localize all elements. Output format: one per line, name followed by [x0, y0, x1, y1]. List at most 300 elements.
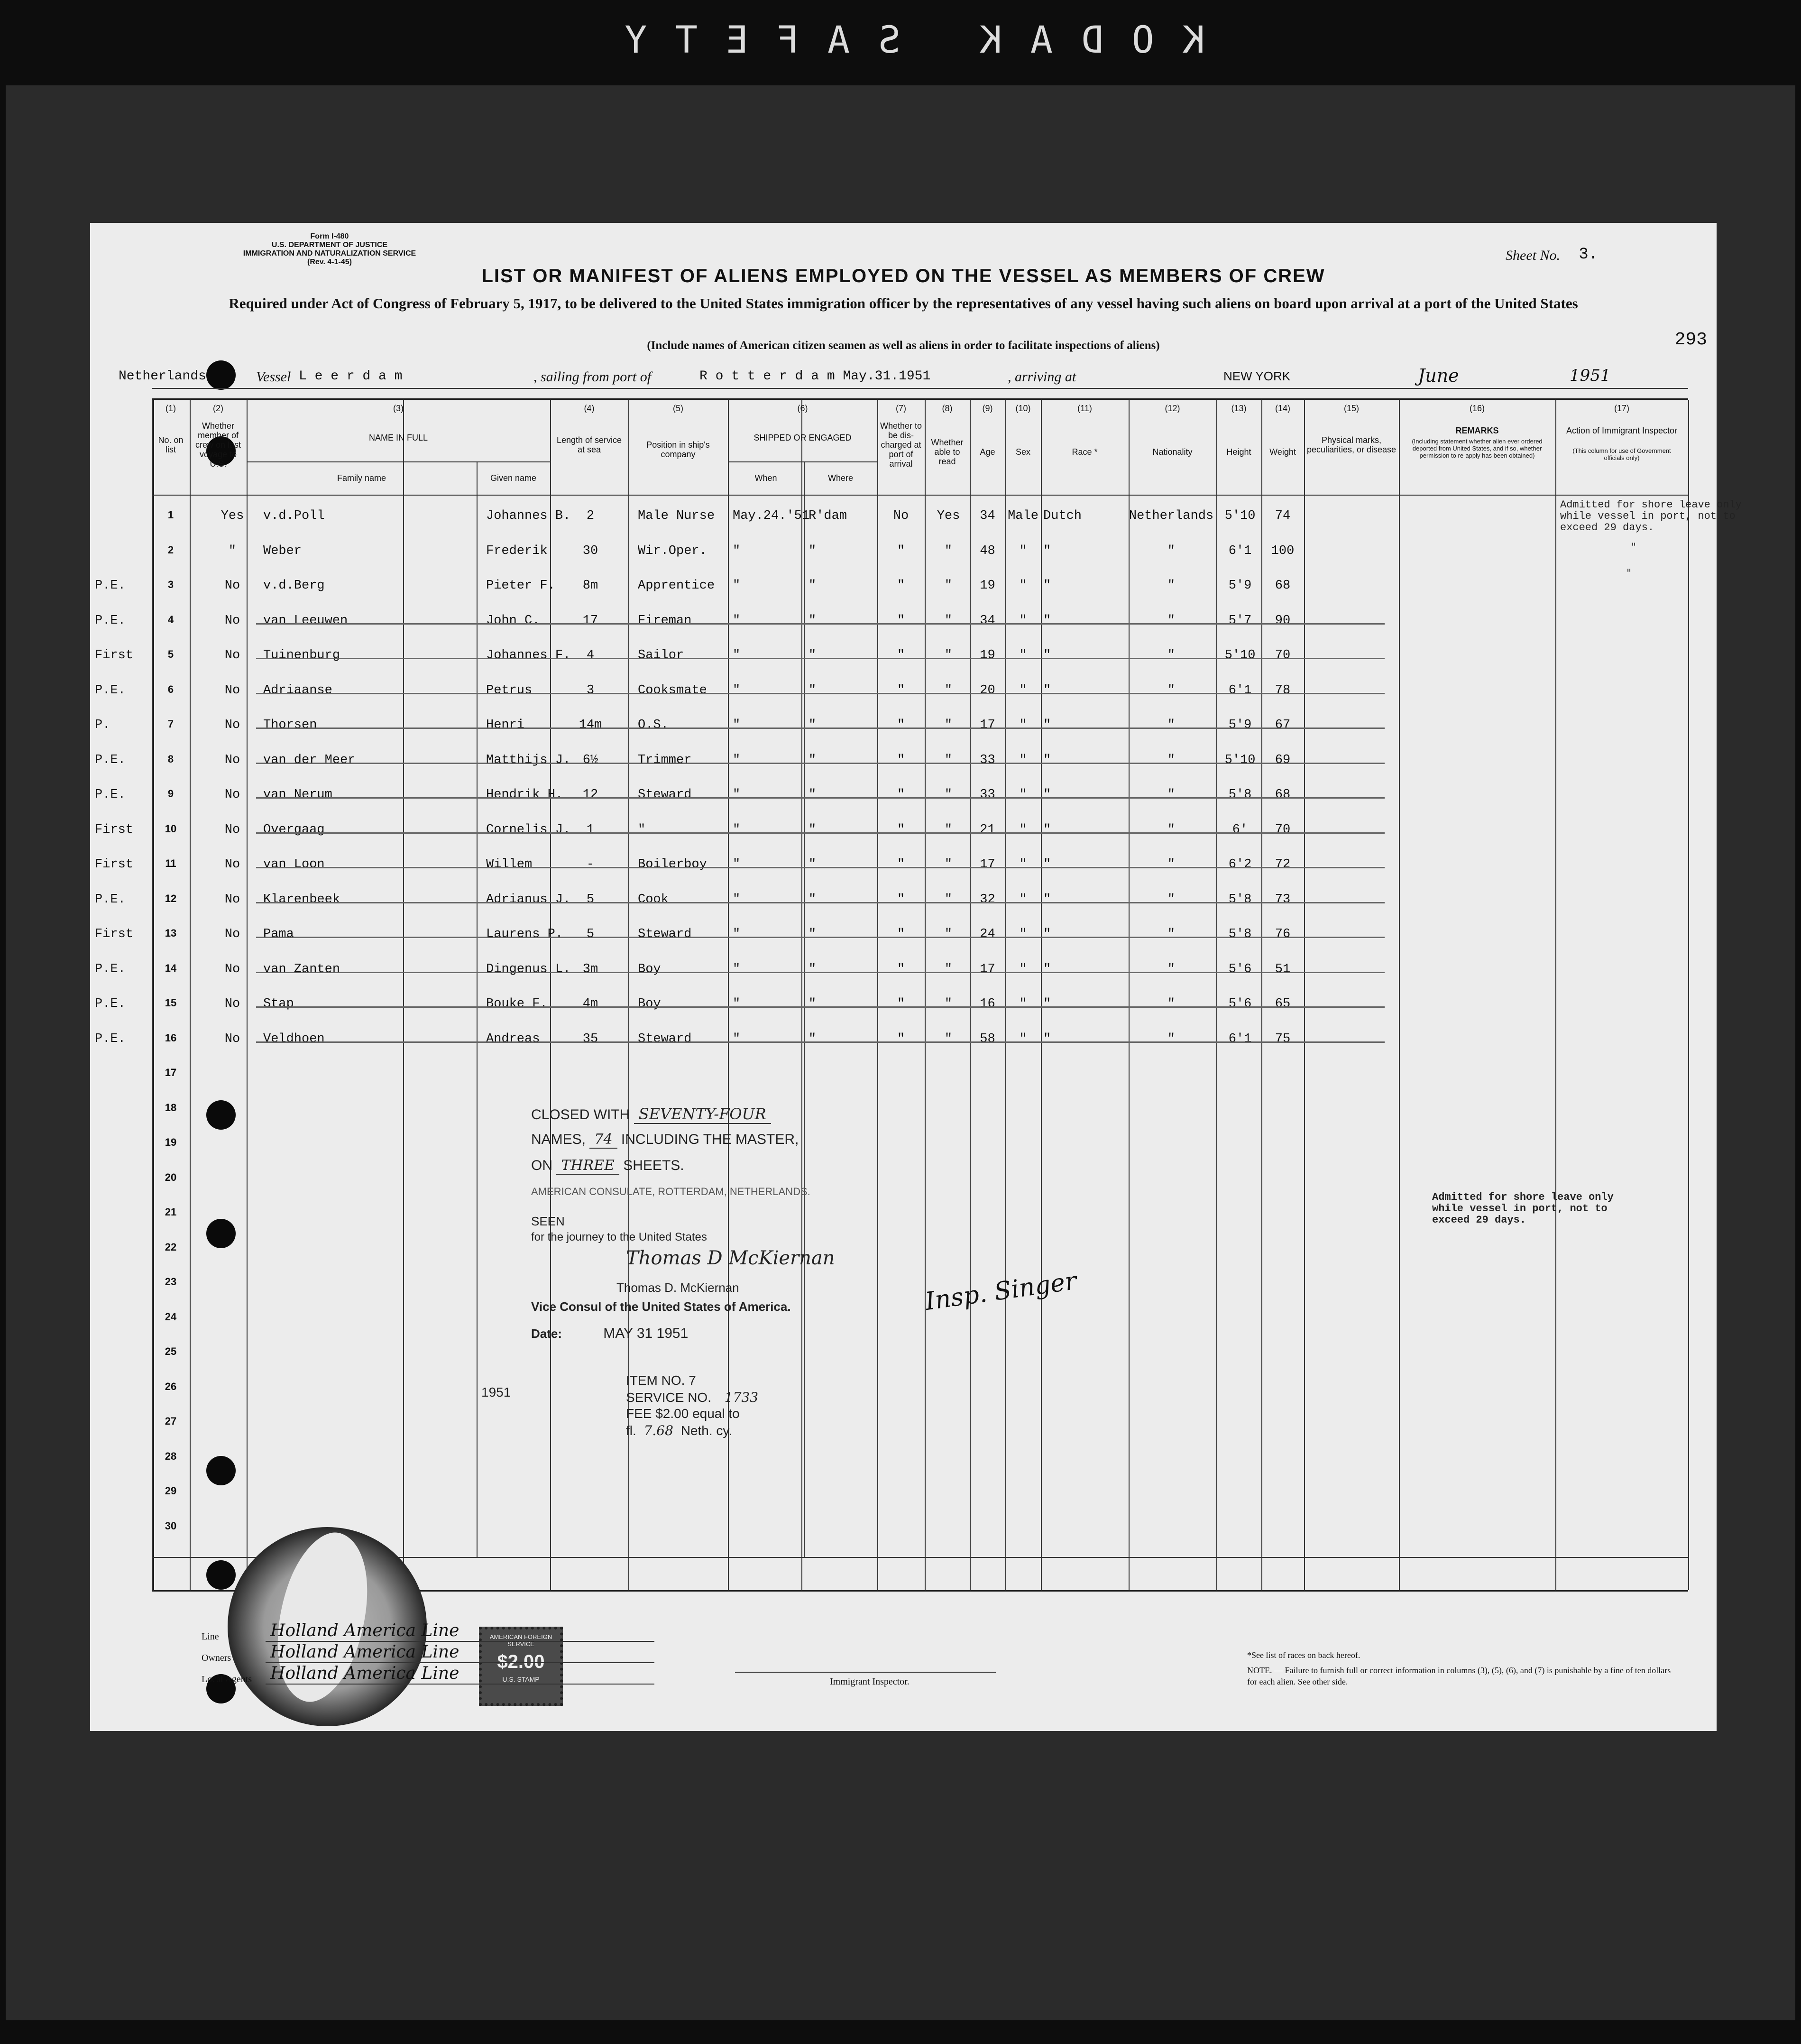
row-number: 12: [165, 892, 177, 904]
row-margin-note: P.E.: [95, 1031, 126, 1046]
row-discharge: ": [897, 648, 905, 663]
row-family-name: van Leeuwen: [263, 613, 348, 628]
row-race: ": [1043, 822, 1051, 837]
row-discharge: ": [897, 613, 905, 628]
col-3-family-label: Family name: [337, 473, 386, 483]
stamp-year: 1951: [481, 1385, 511, 1399]
row-shipped-when: ": [733, 788, 741, 802]
arriving-label: , arriving at: [1008, 369, 1076, 385]
row-crew-status: No: [224, 822, 240, 837]
row-weight: 78: [1275, 683, 1291, 698]
row-race: ": [1043, 997, 1051, 1011]
col-7-number: (7): [896, 404, 906, 413]
row-margin-note: P.E.: [95, 962, 126, 976]
row-service-length: 3m: [582, 962, 598, 976]
row-crew-status: No: [224, 788, 240, 802]
col-16-sublabel: (Including statement whether alien ever ordered deported from United States, and if so, whether permission to re-apply has been obtained): [1412, 438, 1543, 459]
row-number: 2: [167, 543, 174, 556]
row-race: ": [1043, 788, 1051, 802]
row-given-name: Pieter F.: [486, 579, 555, 593]
row-family-name: van Loon: [263, 857, 325, 872]
row-service-length: -: [586, 857, 595, 872]
row-sex: ": [1019, 543, 1027, 558]
row-shipped-where: ": [809, 788, 817, 802]
row-number: 4: [167, 613, 174, 626]
row-shipped-where: ": [809, 857, 817, 872]
row-nationality: ": [1167, 997, 1176, 1011]
row-number: 24: [165, 1310, 177, 1323]
row-position: Wir.Oper.: [638, 543, 707, 558]
row-race: ": [1043, 683, 1051, 698]
consul-title: Vice Consul of the United States of America.: [531, 1299, 791, 1314]
row-crew-status: No: [224, 683, 240, 698]
including-master: INCLUDING THE MASTER,: [621, 1132, 799, 1147]
row-shipped-when: ": [733, 648, 741, 663]
row-height: 5'10: [1224, 509, 1256, 523]
col-15-number: (15): [1343, 404, 1359, 413]
row-position: ": [638, 822, 646, 837]
row-discharge: ": [897, 962, 905, 976]
row-weight: 68: [1275, 579, 1291, 593]
row-family-name: v.d.Poll: [263, 509, 325, 523]
form-subtitle: Required under Act of Congress of February 5, 1917, to be delivered to the United States immigration officer by the representatives of any vessel having such aliens on board upon arrival at a port of the United States: [229, 295, 1578, 312]
row-age: 58: [980, 1031, 995, 1046]
col-3-label: NAME IN FULL: [368, 433, 428, 442]
row-service-length: 2: [586, 509, 595, 523]
row-shipped-where: ": [809, 579, 817, 593]
row-shipped-when: ": [733, 927, 741, 941]
row-race: ": [1043, 543, 1051, 558]
row-weight: 74: [1275, 509, 1291, 523]
column-divider: [801, 400, 802, 1590]
service-number-label: SERVICE NO.: [626, 1390, 711, 1405]
col-2-number: (2): [213, 404, 223, 413]
row-nationality: ": [1167, 822, 1176, 837]
currency: Neth. cy.: [680, 1423, 733, 1438]
row-crew-status: No: [224, 753, 240, 767]
col-3-given-label: Given name: [490, 473, 537, 483]
row-able-to-read: ": [944, 962, 953, 976]
row-position: Male Nurse: [638, 509, 715, 523]
col-2-label: Whether member of crew on last voyage to U.S.: [195, 421, 241, 469]
row-strikethrough: [256, 658, 1385, 659]
agents-underline: [266, 1684, 654, 1685]
row-strikethrough: [256, 1006, 1385, 1008]
col-4-number: (4): [584, 404, 595, 413]
row-race: ": [1043, 962, 1051, 976]
row-race: ": [1043, 648, 1051, 663]
row-shipped-where: ": [809, 543, 817, 558]
row-height: 5'10: [1224, 648, 1256, 663]
race-note: *See list of races on back hereof.: [1247, 1650, 1360, 1660]
row-family-name: Thorsen: [263, 718, 317, 732]
row-nationality: ": [1167, 788, 1176, 802]
row-height: 5'6: [1228, 962, 1252, 976]
row-discharge: ": [897, 997, 905, 1011]
row-weight: 65: [1275, 997, 1291, 1011]
row-sex: ": [1019, 718, 1027, 732]
row-shipped-where: ": [809, 753, 817, 767]
row-crew-status: No: [224, 962, 240, 976]
shipped-split-line: [804, 461, 805, 1557]
row-margin-note: First: [95, 857, 134, 872]
row-shipped-where: ": [809, 718, 817, 732]
row-nationality: ": [1167, 892, 1176, 907]
row-margin-note: P.: [95, 718, 110, 732]
header-bottom-line: [152, 495, 1688, 496]
form-identifier: [197, 232, 462, 267]
row-crew-status: ": [228, 543, 237, 558]
row-given-name: Johannes F.: [486, 648, 571, 663]
row-age: 21: [980, 822, 995, 837]
row-discharge: ": [897, 718, 905, 732]
row-race: Dutch: [1043, 509, 1082, 523]
row-discharge: ": [897, 1031, 905, 1046]
row-shipped-when: ": [733, 718, 741, 732]
row-height: 6'1: [1228, 1031, 1252, 1046]
row-discharge: No: [893, 509, 909, 523]
revenue-stamp-top: AMERICAN FOREIGN SERVICE: [489, 1633, 552, 1648]
row-margin-note: P.E.: [95, 788, 126, 802]
row-number: 28: [165, 1450, 177, 1462]
row-family-name: Veldhoen: [263, 1031, 325, 1046]
row-able-to-read: ": [944, 857, 953, 872]
crew-table: [95, 398, 1742, 1592]
col-11-label: Race *: [1072, 447, 1098, 457]
col-6-number: (6): [797, 404, 808, 413]
row-shipped-where: ": [809, 962, 817, 976]
row-service-length: 5: [586, 892, 595, 907]
row-sex: ": [1019, 822, 1027, 837]
row-family-name: Weber: [263, 543, 302, 558]
row-able-to-read: ": [944, 892, 953, 907]
form-title: LIST OR MANIFEST OF ALIENS EMPLOYED ON THE VESSEL AS MEMBERS OF CREW: [481, 266, 1325, 286]
row-service-length: 4m: [582, 997, 598, 1011]
row-discharge: ": [897, 892, 905, 907]
arrival-month: June: [1418, 365, 1459, 386]
row-crew-status: No: [224, 613, 240, 628]
row-number: 30: [165, 1519, 177, 1532]
col-10-label: Sex: [1015, 447, 1031, 457]
row-service-length: 5: [586, 927, 595, 941]
row-able-to-read: ": [944, 613, 953, 628]
row-number: 15: [165, 997, 177, 1009]
row-service-length: 17: [582, 613, 598, 628]
sheets-label: SHEETS.: [623, 1158, 684, 1173]
row-margin-note: First: [95, 822, 134, 837]
sheets-count: THREE: [556, 1157, 619, 1175]
voyage-underline: [152, 388, 1688, 389]
arrival-year: 1951: [1570, 366, 1611, 385]
inspector-signature-line: [735, 1672, 996, 1673]
row-shipped-when: ": [733, 892, 741, 907]
row-given-name: Petrus: [486, 683, 533, 698]
remark-row-2: ": [1631, 542, 1636, 553]
flag-country: Netherlands: [119, 369, 206, 384]
row-sex: ": [1019, 788, 1027, 802]
row-discharge: ": [897, 579, 905, 593]
row-shipped-when: ": [733, 613, 741, 628]
row-weight: 67: [1275, 718, 1291, 732]
row-family-name: van Zanten: [263, 962, 340, 976]
row-age: 17: [980, 962, 995, 976]
row-nationality: ": [1167, 962, 1176, 976]
row-number: 13: [165, 927, 177, 939]
row-sex: ": [1019, 579, 1027, 593]
row-position: Trimmer: [638, 753, 692, 767]
consul-signature: Thomas D McKiernan: [626, 1247, 835, 1269]
col-12-label: Nationality: [1152, 447, 1193, 457]
remark-row-3: ": [1626, 568, 1632, 580]
row-service-length: 35: [582, 1031, 598, 1046]
row-height: 5'10: [1224, 753, 1256, 767]
row-given-name: Frederik: [486, 543, 548, 558]
row-age: 16: [980, 997, 995, 1011]
row-given-name: Bouke F.: [486, 997, 548, 1011]
row-position: Fireman: [638, 613, 692, 628]
item-number: ITEM NO. 7: [626, 1373, 696, 1388]
row-shipped-when: ": [733, 1031, 741, 1046]
row-shipped-when: ": [733, 683, 741, 698]
sailing-label: , sailing from port of: [533, 369, 652, 385]
row-shipped-where: ": [809, 892, 817, 907]
row-shipped-where: ": [809, 1031, 817, 1046]
row-able-to-read: ": [944, 543, 953, 558]
row-able-to-read: ": [944, 927, 953, 941]
row-sex: ": [1019, 648, 1027, 663]
row-shipped-when: ": [733, 753, 741, 767]
row-discharge: ": [897, 788, 905, 802]
row-sex: ": [1019, 927, 1027, 941]
owners-value: Holland America Line: [270, 1642, 459, 1662]
row-able-to-read: ": [944, 718, 953, 732]
row-family-name: v.d.Berg: [263, 579, 325, 593]
row-able-to-read: Yes: [937, 509, 960, 523]
row-race: ": [1043, 613, 1051, 628]
col-17-label: Action of Immigrant Inspector: [1566, 426, 1678, 435]
row-given-name: Adrianus J.: [486, 892, 571, 907]
row-given-name: Willem: [486, 857, 533, 872]
sheet-label: Sheet No.: [1506, 248, 1560, 263]
row-position: Boy: [638, 962, 661, 976]
row-discharge: ": [897, 683, 905, 698]
row-given-name: Matthijs J.: [486, 753, 571, 767]
row-sex: ": [1019, 962, 1027, 976]
owners-label: Owners: [202, 1653, 231, 1663]
row-family-name: Klarenbeek: [263, 892, 340, 907]
row-age: 34: [980, 509, 995, 523]
col-5-number: (5): [673, 404, 683, 413]
fee-text: FEE $2.00 equal to: [626, 1406, 740, 1421]
row-discharge: ": [897, 927, 905, 941]
row-given-name: Andreas: [486, 1031, 540, 1046]
on-label: ON: [531, 1158, 552, 1173]
row-sex: ": [1019, 997, 1027, 1011]
row-strikethrough: [256, 972, 1385, 973]
row-service-length: 4: [586, 648, 595, 663]
row-sex: ": [1019, 613, 1027, 628]
row-margin-note: P.E.: [95, 579, 126, 593]
departure-port: R o t t e r d a m May.31.1951: [699, 369, 931, 384]
row-crew-status: No: [224, 927, 240, 941]
row-weight: 72: [1275, 857, 1291, 872]
row-position: Cooksmate: [638, 683, 707, 698]
form-number: Form I-480: [310, 232, 349, 240]
row-shipped-when: ": [733, 822, 741, 837]
row-strikethrough: [256, 867, 1385, 868]
row-age: 32: [980, 892, 995, 907]
row-position: O.S.: [638, 718, 669, 732]
row-sex: Male: [1008, 509, 1038, 523]
row-family-name: van Nerum: [263, 788, 332, 802]
agents-value: Holland America Line: [270, 1664, 459, 1683]
row-sex: ": [1019, 753, 1027, 767]
row-nationality: ": [1167, 718, 1176, 732]
col-4-label: Length of service at sea: [556, 435, 622, 454]
row-race: ": [1043, 857, 1051, 872]
consular-date: MAY 31 1951: [603, 1326, 689, 1341]
revenue-stamp: [479, 1627, 563, 1706]
row-shipped-where: ": [809, 927, 817, 941]
row-number: 17: [165, 1067, 177, 1078]
col-14-number: (14): [1275, 404, 1290, 413]
row-number: 8: [167, 753, 174, 765]
service-number: 1733: [724, 1390, 759, 1405]
col-1-label: No. on list: [158, 435, 184, 454]
row-weight: 75: [1275, 1031, 1291, 1046]
row-position: Steward: [638, 788, 692, 802]
row-family-name: Overgaag: [263, 822, 325, 837]
row-weight: 70: [1275, 648, 1291, 663]
row-number: 3: [167, 579, 174, 590]
row-number: 25: [165, 1345, 177, 1357]
col-5-label: Position in ship's company: [646, 440, 710, 459]
row-nationality: ": [1167, 927, 1176, 941]
row-weight: 51: [1275, 962, 1291, 976]
col-1-number: (1): [165, 404, 176, 413]
revenue-stamp-value: $2.00: [497, 1651, 545, 1672]
row-service-length: 6½: [582, 753, 598, 767]
column-divider: [1041, 400, 1042, 1590]
row-height: 5'8: [1228, 788, 1252, 802]
row-age: 17: [980, 718, 995, 732]
row-number: 5: [167, 648, 174, 660]
row-position: Steward: [638, 927, 692, 941]
row-nationality: ": [1167, 683, 1176, 698]
row-given-name: Dingenus L.: [486, 962, 571, 976]
row-crew-status: No: [224, 857, 240, 872]
line-underline: [266, 1641, 654, 1642]
row-strikethrough: [256, 1041, 1385, 1043]
row-margin-note: P.E.: [95, 997, 126, 1011]
row-discharge: ": [897, 543, 905, 558]
remark-row-14: Admitted for shore leave only while vessel in port, not to exceed 29 days.: [1432, 1191, 1614, 1226]
row-margin-note: P.E.: [95, 753, 126, 767]
row-position: Apprentice: [638, 579, 715, 593]
row-margin-note: P.E.: [95, 683, 126, 698]
row-service-length: 12: [582, 788, 598, 802]
row-age: 19: [980, 579, 995, 593]
row-age: 24: [980, 927, 995, 941]
manifest-sheet: [90, 223, 1742, 1731]
row-nationality: ": [1167, 1031, 1176, 1046]
row-nationality: ": [1167, 579, 1176, 593]
row-strikethrough: [256, 727, 1385, 729]
row-nationality: Netherlands: [1129, 509, 1214, 523]
row-height: 5'7: [1228, 613, 1252, 628]
immigrant-inspector-label: Immigrant Inspector.: [830, 1676, 910, 1687]
row-height: 6'1: [1228, 683, 1252, 698]
row-able-to-read: ": [944, 579, 953, 593]
row-age: 33: [980, 788, 995, 802]
col-14-label: Weight: [1269, 447, 1296, 457]
row-weight: 100: [1271, 543, 1295, 558]
inspector-signature: Insp. Singer: [923, 1266, 1079, 1317]
row-able-to-read: ": [944, 648, 953, 663]
col-3-number: (3): [393, 404, 404, 413]
row-shipped-when: ": [733, 857, 741, 872]
col-9-number: (9): [982, 404, 993, 413]
column-divider: [1304, 400, 1305, 1590]
row-strikethrough: [256, 763, 1385, 764]
row-crew-status: No: [224, 579, 240, 593]
row-nationality: ": [1167, 857, 1176, 872]
consulate-name: AMERICAN CONSULATE, ROTTERDAM, NETHERLANDS.: [531, 1186, 810, 1197]
row-family-name: Adriaanse: [263, 683, 332, 698]
column-divider: [1555, 400, 1556, 1590]
name-subhead-line: [247, 461, 550, 462]
row-age: 33: [980, 753, 995, 767]
shipped-subhead-line: [728, 461, 877, 462]
row-age: 48: [980, 543, 995, 558]
department: U.S. DEPARTMENT OF JUSTICE: [271, 241, 388, 249]
row-strikethrough: [256, 832, 1385, 834]
row-number: 10: [165, 822, 177, 835]
row-service-length: 14m: [579, 718, 602, 732]
col-13-number: (13): [1231, 404, 1247, 413]
row-race: ": [1043, 1031, 1051, 1046]
vessel-name: L e e r d a m: [299, 369, 403, 384]
row-strikethrough: [256, 902, 1385, 903]
row-number: 9: [167, 788, 174, 800]
fl-amount: 7.68: [643, 1423, 673, 1438]
remark-row-1: Admitted for shore leave only while vessel in port, not to exceed 29 days.: [1560, 499, 1742, 534]
row-able-to-read: ": [944, 788, 953, 802]
column-divider: [1261, 400, 1262, 1590]
column-divider: [1399, 400, 1400, 1590]
row-number: 26: [165, 1380, 177, 1392]
row-crew-status: No: [224, 997, 240, 1011]
row-race: ": [1043, 579, 1051, 593]
row-shipped-where: ": [809, 822, 817, 837]
row-discharge: ": [897, 857, 905, 872]
row-number: 1: [167, 509, 174, 521]
row-number: 7: [167, 718, 174, 730]
date-label: Date:: [531, 1326, 562, 1341]
form-subnote: (Include names of American citizen seamen as well as aliens in order to facilitate inspections of aliens): [647, 339, 1160, 352]
row-height: 6'1: [1228, 543, 1252, 558]
row-height: 5'8: [1228, 927, 1252, 941]
row-strikethrough: [256, 797, 1385, 799]
row-age: 17: [980, 857, 995, 872]
revenue-stamp-bottom: U.S. STAMP: [502, 1676, 540, 1683]
row-service-length: 30: [582, 543, 598, 558]
row-number: 19: [165, 1136, 177, 1148]
column-divider: [1688, 400, 1689, 1590]
row-number: 18: [165, 1101, 177, 1114]
row-shipped-when: ": [733, 997, 741, 1011]
col-15-label: Physical marks, peculiarities, or disease: [1306, 435, 1397, 454]
